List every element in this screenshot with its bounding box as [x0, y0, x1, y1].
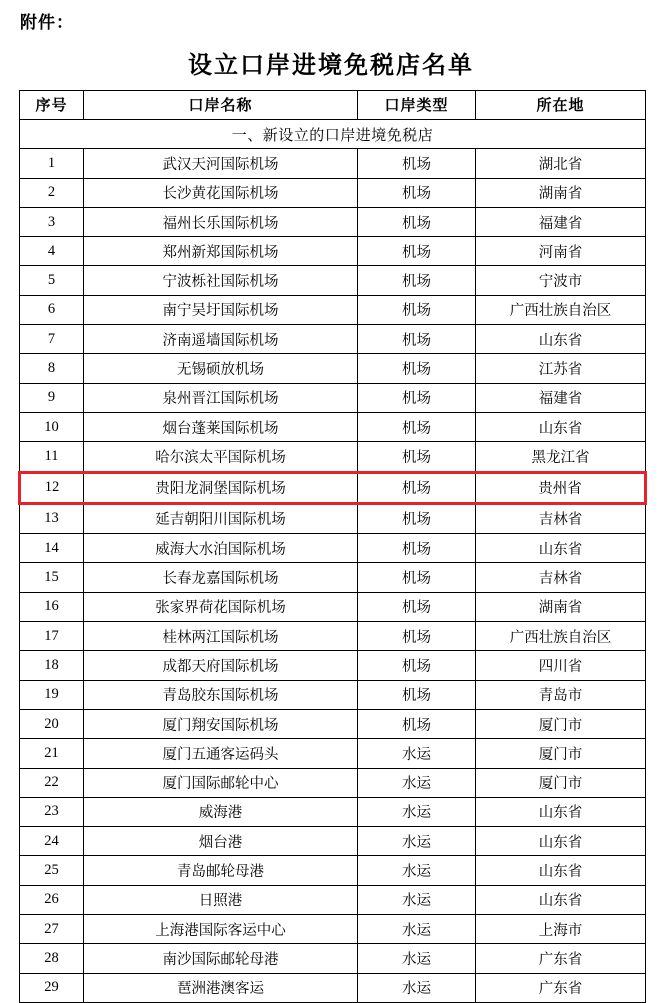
row-port-name: 烟台蓬莱国际机场 — [84, 412, 358, 441]
row-no: 16 — [20, 592, 84, 621]
row-port-name: 厦门翔安国际机场 — [84, 709, 358, 738]
row-no: 18 — [20, 651, 84, 680]
table-row — [20, 472, 646, 503]
table-row — [20, 739, 646, 768]
row-port-name: 福州长乐国际机场 — [84, 207, 358, 236]
row-port-type: 机场 — [358, 325, 476, 354]
row-port-name: 郑州新郑国际机场 — [84, 237, 358, 266]
row-port-type: 机场 — [358, 651, 476, 680]
row-location: 山东省 — [476, 325, 646, 354]
row-location: 广西壮族自治区 — [476, 295, 646, 324]
row-location: 河南省 — [476, 237, 646, 266]
table-row — [20, 354, 646, 383]
table-section-row — [20, 119, 646, 148]
row-location: 广西壮族自治区 — [476, 622, 646, 651]
table-row — [20, 622, 646, 651]
row-no: 21 — [20, 739, 84, 768]
row-port-name: 厦门五通客运码头 — [84, 739, 358, 768]
column-header-location: 所在地 — [476, 90, 646, 119]
row-port-name: 厦门国际邮轮中心 — [84, 768, 358, 797]
table-row — [20, 383, 646, 412]
row-port-type: 水运 — [358, 768, 476, 797]
row-no: 13 — [20, 503, 84, 533]
row-no: 26 — [20, 885, 84, 914]
row-no: 2 — [20, 178, 84, 207]
row-location: 厦门市 — [476, 768, 646, 797]
row-no: 20 — [20, 709, 84, 738]
row-port-type: 机场 — [358, 472, 476, 503]
row-port-type: 机场 — [358, 622, 476, 651]
column-header-type: 口岸类型 — [358, 90, 476, 119]
row-no: 5 — [20, 266, 84, 295]
row-port-name: 桂林两江国际机场 — [84, 622, 358, 651]
row-location: 山东省 — [476, 412, 646, 441]
table-row — [20, 680, 646, 709]
row-location: 贵州省 — [476, 472, 646, 503]
table-row — [20, 915, 646, 944]
row-no: 1 — [20, 149, 84, 178]
row-port-name: 长沙黄花国际机场 — [84, 178, 358, 207]
row-location: 广东省 — [476, 973, 646, 1002]
row-port-type: 机场 — [358, 237, 476, 266]
row-port-name: 琶洲港澳客运 — [84, 973, 358, 1002]
row-port-name: 哈尔滨太平国际机场 — [84, 442, 358, 472]
table-row — [20, 534, 646, 563]
table-row — [20, 856, 646, 885]
row-location: 湖南省 — [476, 178, 646, 207]
table-row — [20, 827, 646, 856]
row-port-name: 上海港国际客运中心 — [84, 915, 358, 944]
page-title: 设立口岸进境免税店名单 — [188, 52, 474, 79]
table-row — [20, 325, 646, 354]
row-port-type: 水运 — [358, 973, 476, 1002]
row-port-type: 水运 — [358, 944, 476, 973]
row-location: 山东省 — [476, 797, 646, 826]
row-location: 湖北省 — [476, 149, 646, 178]
table-row — [20, 442, 646, 472]
table-row — [20, 797, 646, 826]
row-location: 吉林省 — [476, 503, 646, 533]
row-port-type: 机场 — [358, 563, 476, 592]
row-location: 厦门市 — [476, 709, 646, 738]
row-location: 青岛市 — [476, 680, 646, 709]
row-location: 福建省 — [476, 383, 646, 412]
row-port-type: 机场 — [358, 383, 476, 412]
row-location: 黑龙江省 — [476, 442, 646, 472]
row-port-type: 水运 — [358, 797, 476, 826]
row-location: 吉林省 — [476, 563, 646, 592]
row-no: 7 — [20, 325, 84, 354]
row-port-name: 威海大水泊国际机场 — [84, 534, 358, 563]
table-row — [20, 178, 646, 207]
row-port-name: 武汉天河国际机场 — [84, 149, 358, 178]
row-location: 山东省 — [476, 827, 646, 856]
row-no: 6 — [20, 295, 84, 324]
table-row — [20, 295, 646, 324]
row-no: 29 — [20, 973, 84, 1002]
row-location: 江苏省 — [476, 354, 646, 383]
row-no: 25 — [20, 856, 84, 885]
row-location: 上海市 — [476, 915, 646, 944]
table-row — [20, 709, 646, 738]
row-no: 27 — [20, 915, 84, 944]
table-row — [20, 266, 646, 295]
row-port-name: 延吉朝阳川国际机场 — [84, 503, 358, 533]
table-row — [20, 944, 646, 973]
row-port-name: 南宁吴圩国际机场 — [84, 295, 358, 324]
row-no: 19 — [20, 680, 84, 709]
row-port-name: 无锡硕放机场 — [84, 354, 358, 383]
table-body — [20, 119, 646, 1002]
row-port-name: 贵阳龙洞堡国际机场 — [84, 472, 358, 503]
column-header-name: 口岸名称 — [84, 90, 358, 119]
row-location: 四川省 — [476, 651, 646, 680]
row-no: 24 — [20, 827, 84, 856]
table-row — [20, 885, 646, 914]
row-location: 山东省 — [476, 534, 646, 563]
row-no: 22 — [20, 768, 84, 797]
row-no: 14 — [20, 534, 84, 563]
table-row — [20, 149, 646, 178]
row-no: 23 — [20, 797, 84, 826]
row-location: 湖南省 — [476, 592, 646, 621]
row-port-name: 威海港 — [84, 797, 358, 826]
row-no: 4 — [20, 237, 84, 266]
row-location: 宁波市 — [476, 266, 646, 295]
row-port-type: 机场 — [358, 442, 476, 472]
row-location: 山东省 — [476, 856, 646, 885]
column-header-no: 序号 — [20, 90, 84, 119]
row-port-type: 水运 — [358, 827, 476, 856]
row-location: 广东省 — [476, 944, 646, 973]
row-location: 山东省 — [476, 885, 646, 914]
row-port-type: 机场 — [358, 149, 476, 178]
attachment-label: 附件： — [20, 13, 74, 32]
row-no: 12 — [20, 472, 84, 503]
row-no: 11 — [20, 442, 84, 472]
row-port-type: 机场 — [358, 592, 476, 621]
row-location: 福建省 — [476, 207, 646, 236]
row-port-type: 机场 — [358, 412, 476, 441]
row-location: 厦门市 — [476, 739, 646, 768]
row-port-name: 长春龙嘉国际机场 — [84, 563, 358, 592]
row-no: 3 — [20, 207, 84, 236]
row-port-type: 机场 — [358, 266, 476, 295]
table-header-row — [20, 90, 646, 119]
row-port-type: 机场 — [358, 503, 476, 533]
row-port-type: 机场 — [358, 709, 476, 738]
table-row — [20, 592, 646, 621]
row-port-name: 宁波栎社国际机场 — [84, 266, 358, 295]
row-port-type: 水运 — [358, 739, 476, 768]
row-port-name: 张家界荷花国际机场 — [84, 592, 358, 621]
row-port-name: 泉州晋江国际机场 — [84, 383, 358, 412]
row-port-name: 日照港 — [84, 885, 358, 914]
row-port-name: 烟台港 — [84, 827, 358, 856]
row-port-name: 济南遥墙国际机场 — [84, 325, 358, 354]
row-port-name: 南沙国际邮轮母港 — [84, 944, 358, 973]
row-port-type: 机场 — [358, 178, 476, 207]
table-row — [20, 563, 646, 592]
row-no: 8 — [20, 354, 84, 383]
table-row — [20, 768, 646, 797]
table-row — [20, 973, 646, 1002]
row-port-name: 青岛邮轮母港 — [84, 856, 358, 885]
row-port-type: 水运 — [358, 856, 476, 885]
row-port-type: 水运 — [358, 915, 476, 944]
row-port-type: 机场 — [358, 295, 476, 324]
row-port-type: 机场 — [358, 534, 476, 563]
row-port-name: 青岛胶东国际机场 — [84, 680, 358, 709]
row-no: 10 — [20, 412, 84, 441]
section-title: 一、新设立的口岸进境免税店 — [20, 119, 646, 148]
row-no: 15 — [20, 563, 84, 592]
row-port-type: 机场 — [358, 207, 476, 236]
table-row — [20, 412, 646, 441]
row-no: 9 — [20, 383, 84, 412]
row-port-name: 成都天府国际机场 — [84, 651, 358, 680]
table-row — [20, 207, 646, 236]
table-row — [20, 237, 646, 266]
row-port-type: 机场 — [358, 354, 476, 383]
row-no: 28 — [20, 944, 84, 973]
row-port-type: 水运 — [358, 885, 476, 914]
table-row — [20, 503, 646, 533]
table-row — [20, 651, 646, 680]
table-header — [20, 90, 646, 119]
row-port-type: 机场 — [358, 680, 476, 709]
duty-free-shop-table — [18, 90, 647, 1003]
row-no: 17 — [20, 622, 84, 651]
